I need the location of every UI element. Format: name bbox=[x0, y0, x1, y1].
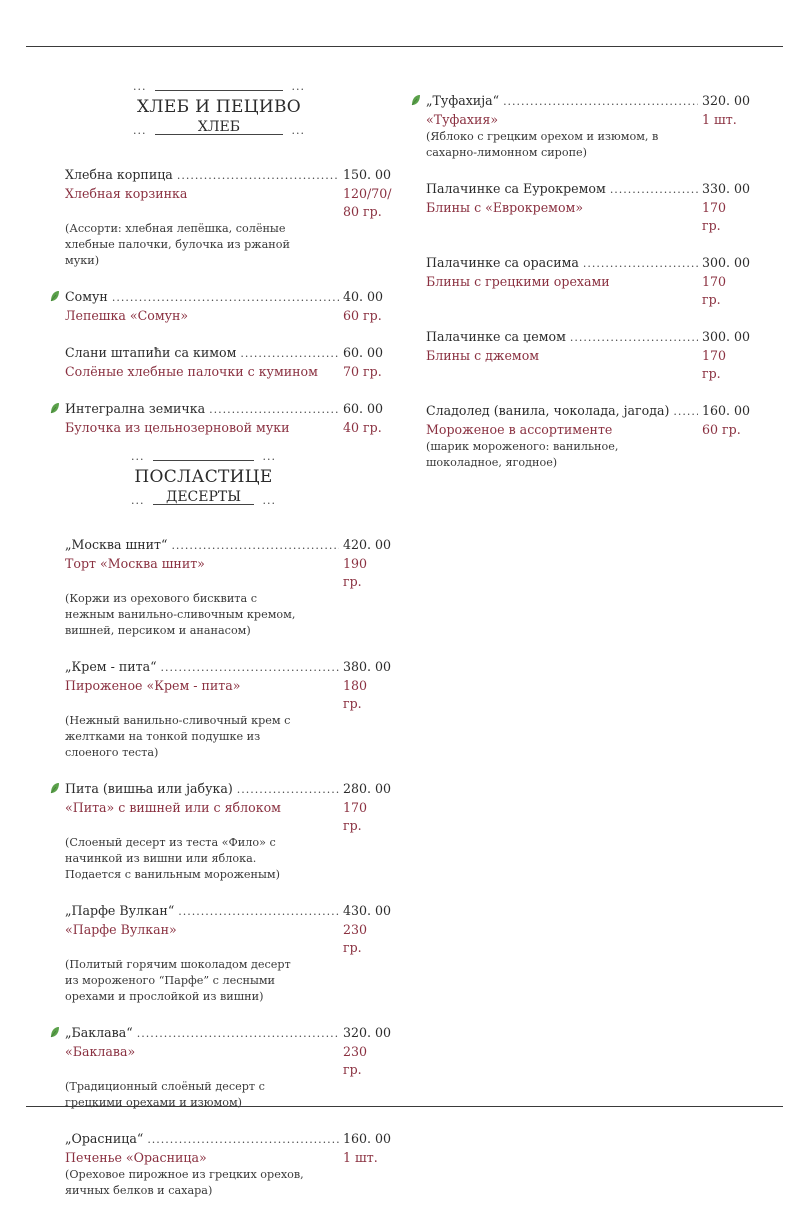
item-price: 150. 00 bbox=[343, 167, 392, 182]
dot-leader bbox=[177, 167, 339, 185]
item-price: 380. 00 bbox=[343, 659, 392, 674]
item-header-line bbox=[426, 254, 751, 273]
item-header-line bbox=[65, 780, 392, 799]
item-name: „Крем - пита“ bbox=[65, 659, 157, 674]
menu-item bbox=[426, 402, 751, 471]
leaf-icon bbox=[50, 782, 60, 794]
bottom-rule bbox=[26, 1106, 783, 1107]
item-description: (Коржи из орехового бисквита с нежным ванильно-сливочным кремом, вишней, персиком и ананасом) bbox=[65, 592, 296, 637]
item-portion: 170 гр. bbox=[702, 274, 727, 307]
item-price: 430. 00 bbox=[343, 903, 392, 918]
item-price: 330. 00 bbox=[702, 181, 751, 196]
dot-leader bbox=[147, 1131, 339, 1149]
item-name-russian: Пироженое «Крем - пита» bbox=[65, 678, 241, 693]
item-price: 320. 00 bbox=[343, 1025, 392, 1040]
item-name-russian: Лепешка «Сомун» bbox=[65, 308, 189, 323]
item-name-russian: «Парфе Вулкан» bbox=[65, 922, 177, 937]
menu-item bbox=[65, 1024, 392, 1111]
dot-leader bbox=[178, 903, 339, 921]
menu-item bbox=[65, 780, 392, 883]
item-header-line bbox=[65, 902, 392, 921]
section-desserts bbox=[65, 450, 392, 1199]
menu-item bbox=[65, 536, 392, 639]
item-name: Палачинке са орасима bbox=[426, 255, 579, 270]
item-header-line bbox=[426, 328, 751, 347]
item-name: Слани штапиħи са кимом bbox=[65, 345, 237, 360]
leaf-icon bbox=[50, 1026, 60, 1038]
dot-leader bbox=[112, 289, 339, 307]
menu-item bbox=[65, 288, 387, 325]
item-portion: 170 гр. bbox=[343, 800, 368, 833]
right-column bbox=[426, 92, 751, 490]
item-portion: 230 гр. bbox=[343, 922, 368, 955]
item-name-russian: Блины с «Еврокремом» bbox=[426, 200, 584, 215]
item-header-line bbox=[65, 166, 392, 185]
dot-leader bbox=[171, 537, 339, 555]
item-description: (Нежный ванильно-сливочный крем с желтками на тонкой подушке из слоеного теста) bbox=[65, 714, 291, 759]
item-price: 300. 00 bbox=[702, 255, 751, 270]
dot-leader bbox=[570, 329, 698, 347]
item-translation-line bbox=[65, 677, 387, 713]
item-name-russian: Солёные хлебные палочки с кумином bbox=[65, 364, 318, 379]
dot-leader bbox=[161, 659, 339, 677]
item-price: 40. 00 bbox=[343, 289, 384, 304]
section-subtitle: ХЛЕБ bbox=[197, 119, 241, 135]
item-header-line bbox=[426, 180, 751, 199]
heading-ornament-bottom: ... ... bbox=[133, 124, 305, 137]
item-portion: 170 гр. bbox=[702, 348, 727, 381]
item-price: 60. 00 bbox=[343, 345, 384, 360]
item-translation-line bbox=[426, 421, 746, 439]
item-price: 300. 00 bbox=[702, 329, 751, 344]
item-header-line bbox=[426, 402, 751, 421]
item-name-russian: Булочка из цельнозерновой муки bbox=[65, 420, 290, 435]
section-heading bbox=[133, 80, 305, 140]
item-header-line bbox=[65, 1024, 392, 1043]
item-translation-line bbox=[65, 363, 387, 381]
item-name: Интегрална земичка bbox=[65, 401, 206, 416]
item-price: 160. 00 bbox=[702, 403, 751, 418]
item-price: 320. 00 bbox=[702, 93, 751, 108]
item-name-russian: «Туфахия» bbox=[426, 112, 499, 127]
menu-item bbox=[426, 180, 751, 235]
leaf-icon bbox=[411, 94, 421, 106]
item-translation-line bbox=[65, 555, 387, 591]
menu-item bbox=[65, 1130, 392, 1199]
item-translation-line bbox=[65, 799, 387, 835]
dot-leader bbox=[240, 345, 339, 363]
item-portion: 120/70/ 80 гр. bbox=[343, 186, 392, 219]
item-name-russian: «Пита» с вишней или с яблоком bbox=[65, 800, 281, 815]
item-translation-line bbox=[65, 307, 387, 325]
item-header-line bbox=[65, 536, 392, 555]
item-portion: 180 гр. bbox=[343, 678, 368, 711]
item-description: (Слоеный десерт из теста «Фило» с начинкой из вишни или яблока. Подается с ванильным мороженым) bbox=[65, 836, 280, 881]
item-header-line bbox=[65, 400, 387, 419]
item-header-line bbox=[65, 1130, 392, 1149]
item-name: „Москва шнит“ bbox=[65, 537, 168, 552]
item-header-line bbox=[426, 92, 751, 111]
item-name-russian: Мороженое в ассортименте bbox=[426, 422, 613, 437]
item-translation-line bbox=[65, 921, 387, 957]
item-portion: 60 гр. bbox=[702, 422, 741, 437]
item-portion: 40 гр. bbox=[343, 420, 382, 435]
section-desserts-continued bbox=[426, 92, 751, 471]
item-header-line bbox=[65, 344, 387, 363]
item-description: (шарик мороженого: ванильное, шоколадное, ягодное) bbox=[426, 440, 619, 469]
item-translation-line bbox=[426, 199, 746, 235]
menu-item bbox=[65, 344, 387, 381]
item-translation-line bbox=[65, 1043, 387, 1079]
menu-item bbox=[65, 658, 392, 761]
item-name: Сладолед (ванила, чоколада, јагода) bbox=[426, 403, 670, 418]
item-price: 420. 00 bbox=[343, 537, 392, 552]
item-name-russian: «Баклава» bbox=[65, 1044, 136, 1059]
item-name-russian: Блины с грецкими орехами bbox=[426, 274, 610, 289]
dot-leader bbox=[503, 93, 698, 111]
heading-ornament-top: ... ... bbox=[131, 450, 276, 463]
item-description: (Политый горячим шоколадом десерт из мороженого “Парфе” с лесными орехами и прослойкой из вишни) bbox=[65, 958, 291, 1003]
item-name: „Парфе Вулкан“ bbox=[65, 903, 175, 918]
item-name: „Баклава“ bbox=[65, 1025, 133, 1040]
item-translation-line bbox=[426, 273, 746, 309]
item-header-line bbox=[65, 658, 392, 677]
item-name: „Туфахија“ bbox=[426, 93, 500, 108]
section-heading bbox=[131, 450, 276, 510]
item-translation-line bbox=[65, 1149, 387, 1167]
section-title: ПОСЛАСТИЦЕ bbox=[134, 467, 273, 487]
item-portion: 170 гр. bbox=[702, 200, 727, 233]
section-title: ХЛЕБ И ПЕЦИВО bbox=[136, 97, 302, 117]
item-name: „Орасница“ bbox=[65, 1131, 144, 1146]
item-name-russian: Печенье «Орасница» bbox=[65, 1150, 207, 1165]
item-price: 60. 00 bbox=[343, 401, 384, 416]
dot-leader bbox=[610, 181, 698, 199]
left-column bbox=[65, 80, 392, 1218]
item-translation-line bbox=[65, 419, 387, 437]
item-description: (Яблоко с грецким орехом и изюмом, в сахарно-лимонном сиропе) bbox=[426, 130, 659, 159]
item-price: 160. 00 bbox=[343, 1131, 392, 1146]
item-portion: 1 шт. bbox=[702, 112, 737, 127]
item-portion: 60 гр. bbox=[343, 308, 382, 323]
item-description: (Ореховое пирожное из грецких орехов, яичных белков и сахара) bbox=[65, 1168, 304, 1197]
item-portion: 1 шт. bbox=[343, 1150, 378, 1165]
section-subtitle: ДЕСЕРТЫ bbox=[165, 489, 242, 505]
dot-leader bbox=[137, 1025, 339, 1043]
item-portion: 190 гр. bbox=[343, 556, 368, 589]
item-description: (Традиционный слоёный десерт с грецкими орехами и изюмом) bbox=[65, 1080, 265, 1109]
item-translation-line bbox=[426, 347, 746, 383]
top-rule bbox=[26, 46, 783, 47]
leaf-icon bbox=[50, 290, 60, 302]
leaf-icon bbox=[50, 402, 60, 414]
item-translation-line bbox=[426, 111, 746, 129]
item-name: Пита (вишња или јабука) bbox=[65, 781, 233, 796]
menu-item bbox=[426, 92, 751, 161]
menu-item bbox=[65, 166, 392, 269]
menu-item bbox=[65, 400, 387, 437]
item-name-russian: Торт «Москва шнит» bbox=[65, 556, 205, 571]
item-header-line bbox=[65, 288, 387, 307]
menu-item bbox=[426, 254, 751, 309]
section-bread bbox=[65, 80, 392, 437]
dot-leader bbox=[209, 401, 339, 419]
item-name-russian: Блины с джемом bbox=[426, 348, 540, 363]
item-name: Палачинке са џемом bbox=[426, 329, 566, 344]
item-portion: 70 гр. bbox=[343, 364, 382, 379]
item-description: (Ассорти: хлебная лепёшка, солёные хлебные палочки, булочка из ржаной муки) bbox=[65, 222, 290, 267]
item-name: Палачинке са Еурокремом bbox=[426, 181, 606, 196]
dot-leader bbox=[237, 781, 339, 799]
heading-ornament-top: ... ... bbox=[133, 80, 305, 93]
item-name: Сомун bbox=[65, 289, 108, 304]
heading-ornament-bottom: ... ... bbox=[131, 494, 276, 507]
item-name: Хлебна корпица bbox=[65, 167, 173, 182]
dot-leader bbox=[583, 255, 698, 273]
item-price: 280. 00 bbox=[343, 781, 392, 796]
menu-item bbox=[65, 902, 392, 1005]
menu-item bbox=[426, 328, 751, 383]
item-portion: 230 гр. bbox=[343, 1044, 368, 1077]
item-translation-line bbox=[65, 185, 392, 221]
dot-leader bbox=[673, 403, 698, 421]
item-name-russian: Хлебная корзинка bbox=[65, 186, 188, 201]
